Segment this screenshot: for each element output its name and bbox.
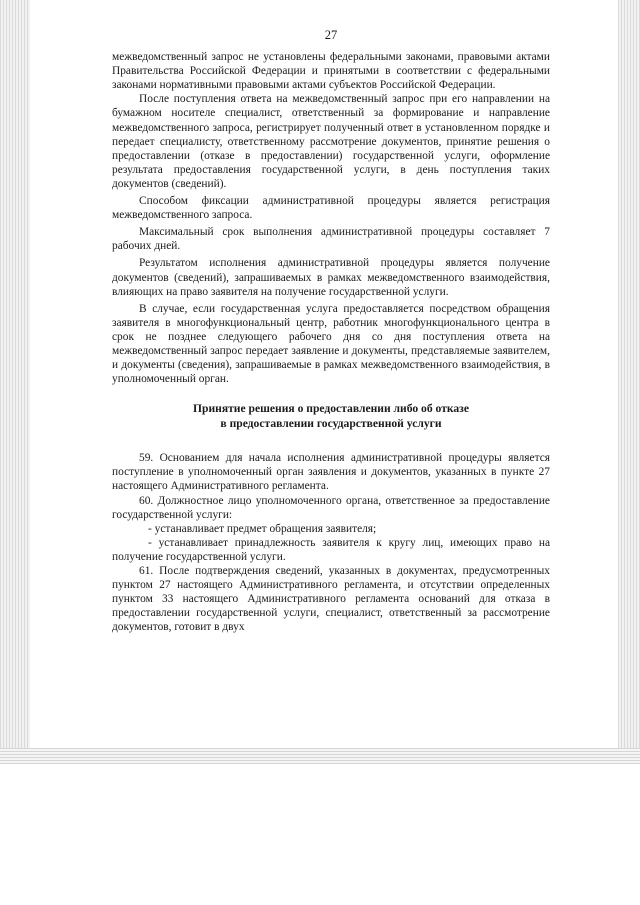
- paragraph: Результатом исполнения административной процедуры является получение документов (сведений), запрашиваемых в рамках межведомственного взаимодействия, влияющих на право заявителя на получение государственной услуги.: [112, 257, 550, 298]
- paragraph: Максимальный срок выполнения административной процедуры составляет 7 рабочих дней.: [112, 226, 550, 253]
- scan-edge-bottom: [0, 748, 640, 764]
- scan-edge-left: [0, 0, 30, 762]
- paragraph: межведомственный запрос не установлены федеральными законами, правовыми актами Правительства Российской Федерации и принятыми в соответствии с федеральными законами нормативными правовыми актами субъектов Российской Федерации.: [112, 51, 550, 92]
- section-heading-line-1: Принятие решения о предоставлении либо об отказе: [193, 402, 469, 416]
- list-item: - устанавливает принадлежность заявителя к кругу лиц, имеющих право на получение государственной услуги.: [112, 536, 550, 563]
- scan-edge-right: [618, 0, 640, 762]
- page-number: 27: [324, 28, 338, 42]
- section-heading: [112, 402, 550, 431]
- list-item: - устанавливает предмет обращения заявителя;: [148, 522, 377, 535]
- section-heading-line-2: в предоставлении государственной услуги: [220, 416, 442, 430]
- paragraph-60: 60. Должностное лицо уполномоченного органа, ответственное за предоставление государственной услуги:: [112, 494, 550, 521]
- paragraph: В случае, если государственная услуга предоставляется посредством обращения заявителя в многофункциональный центр, работник многофункционального центра в срок не позднее следующего рабочего дня со дня поступления ответа на межведомственный запрос передает заявление и документы, представляемые заявителем, и документы (сведения), запрашиваемые в рамках межведомственного взаимодействия, в уполномоченный орган.: [112, 302, 550, 386]
- paragraph: После поступления ответа на межведомственный запрос при его направлении на бумажном носителе специалист, ответственный за формирование и направление межведомственного запроса, регистрирует полученный ответ в установленном порядке и передает специалисту, ответственному рассмотрение документов, принятие решения о предоставлении (отказе в предоставлении) государственной услуги, оформление результата предоставления государственной услуги, в день поступления таких документов (сведений).: [112, 93, 550, 190]
- paragraph: Способом фиксации административной процедуры является регистрация межведомственного запроса.: [112, 195, 550, 222]
- document-page: [112, 28, 550, 634]
- paragraph-59: 59. Основанием для начала исполнения административной процедуры является поступление в уполномоченный орган заявления и документов, указанных в пункте 27 настоящего Административного регламента.: [112, 452, 550, 493]
- paragraph-61: 61. После подтверждения сведений, указанных в документах, предусмотренных пунктом 27 настоящего Административного регламента, и отсутствии определенных пунктом 33 настоящего Административного регламента оснований для отказа в предоставлении государственной услуги, специалист, ответственный за рассмотрение документов, готовит в двух: [112, 565, 550, 634]
